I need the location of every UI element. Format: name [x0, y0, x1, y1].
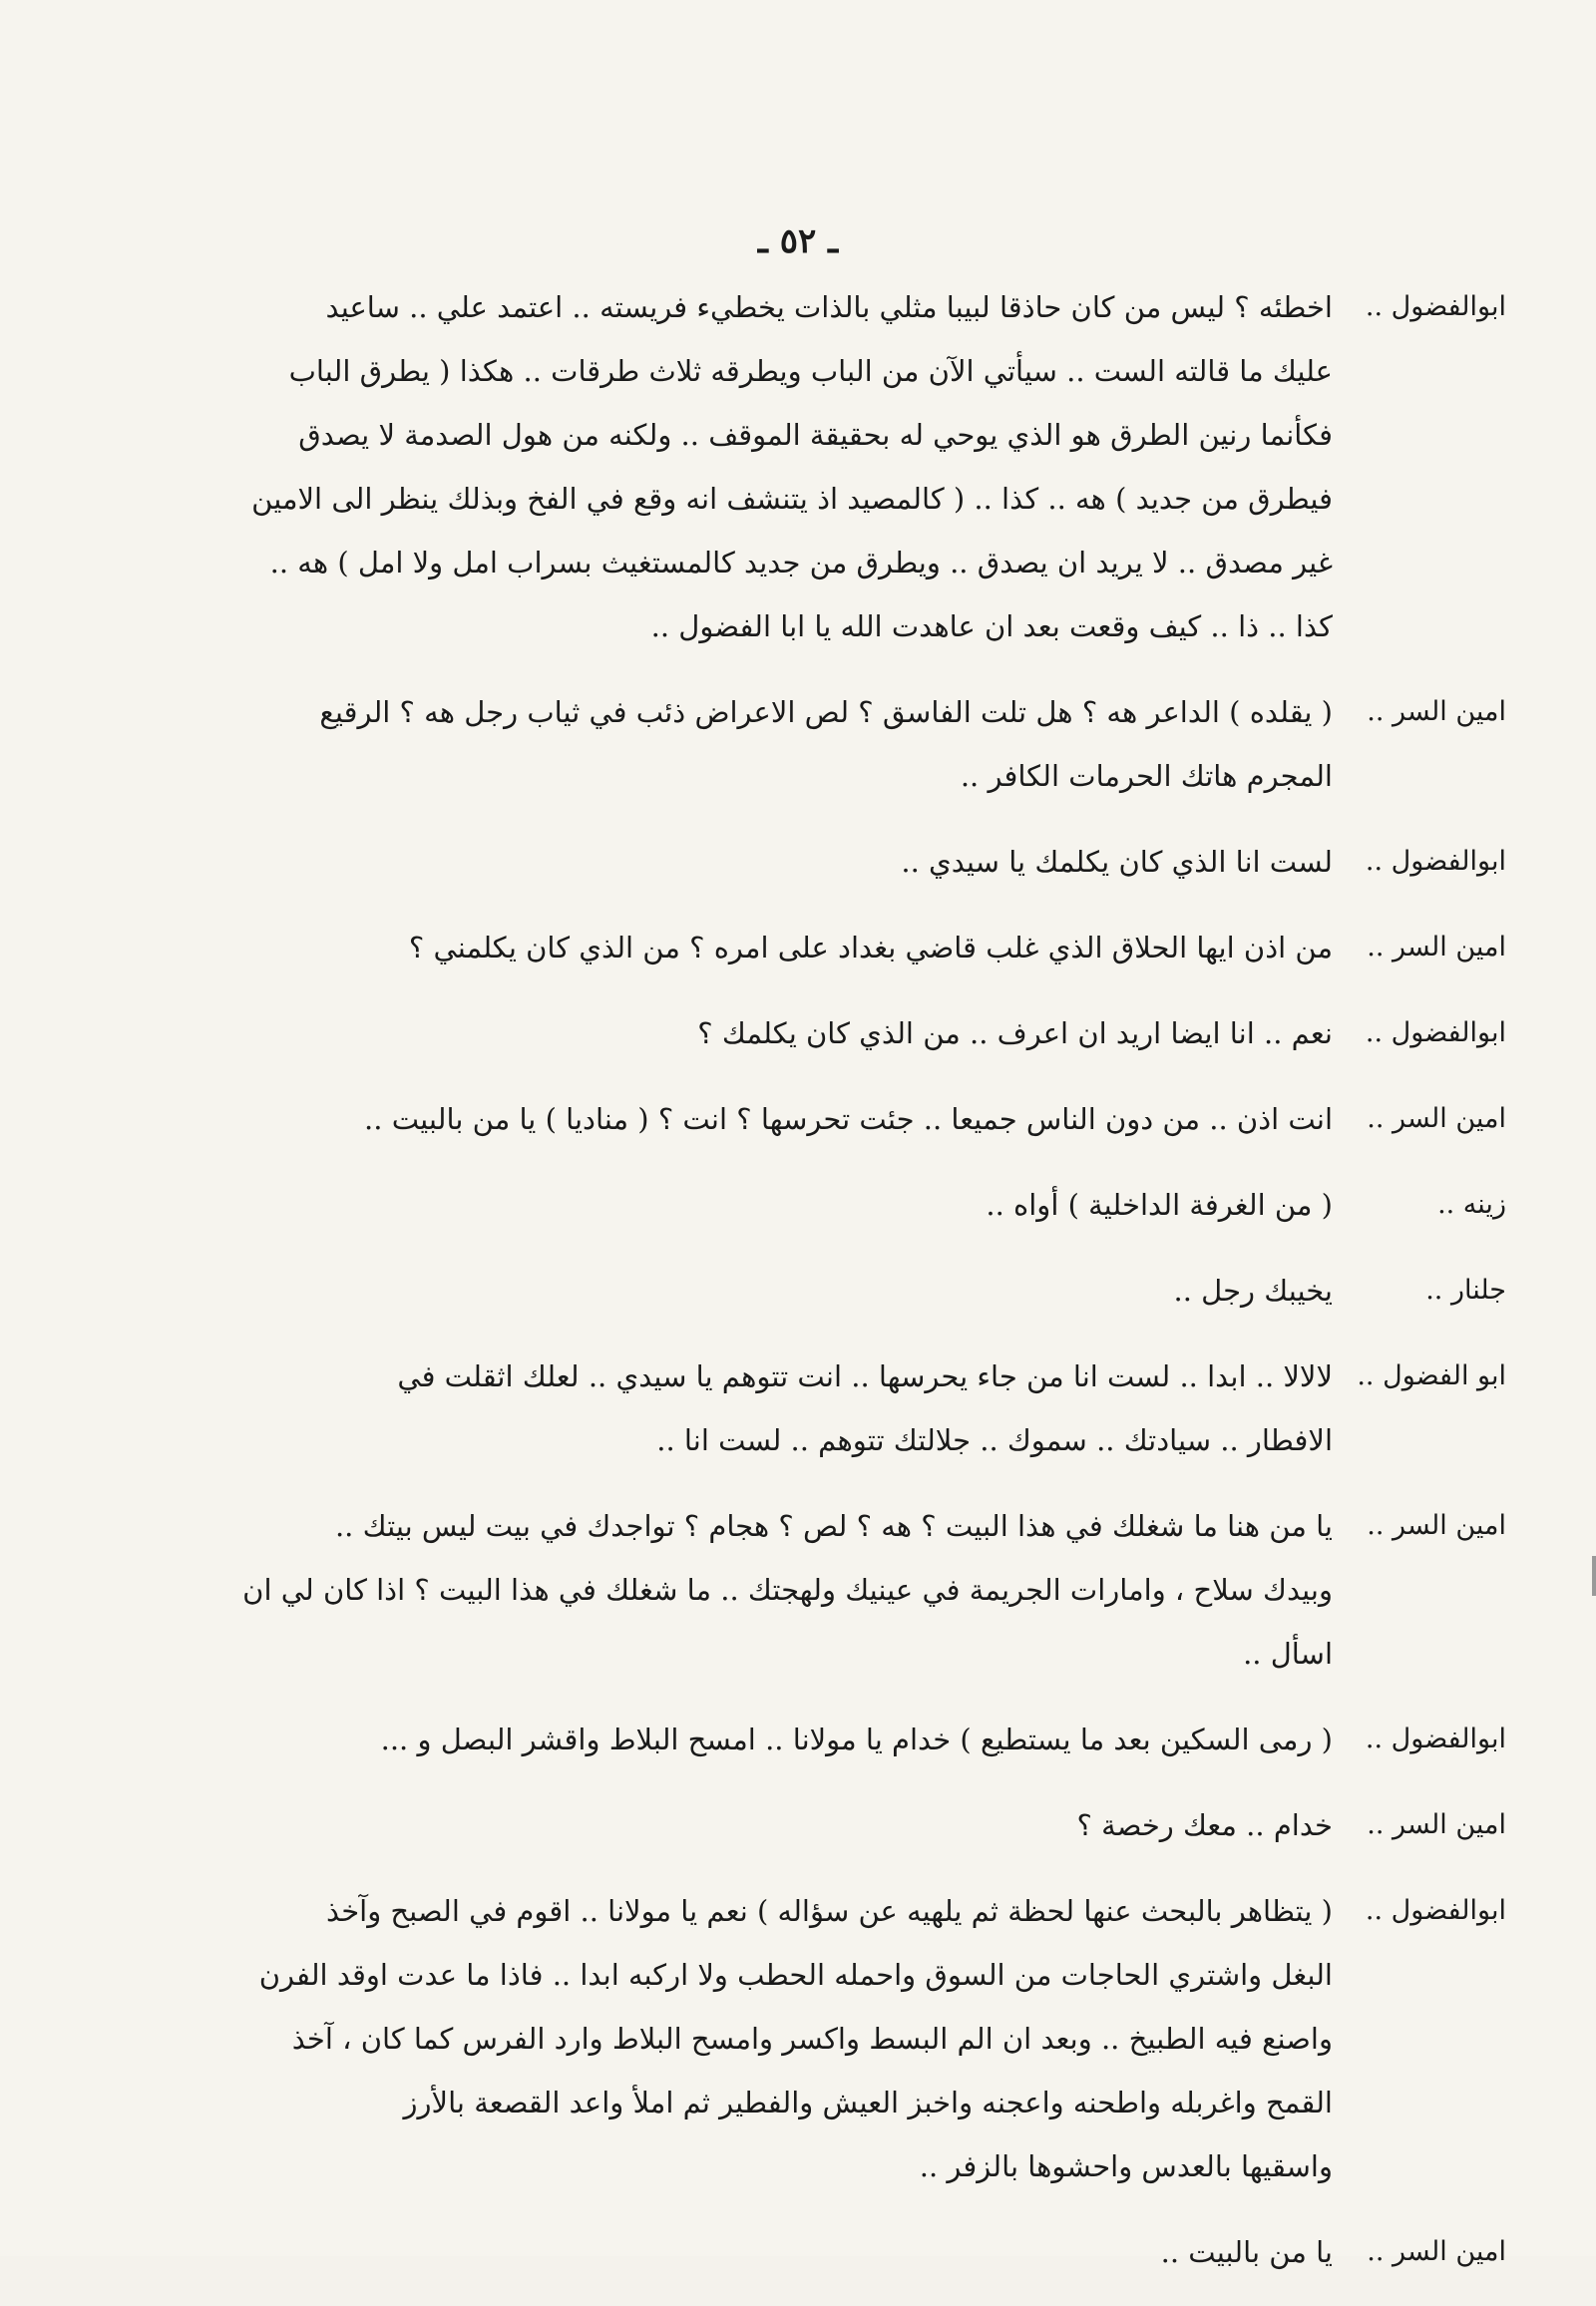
dialogue-line: عليك ما قالته الست .. سيأتي الآن من الباب ويطرقه ثلاث طرقات .. هكذا ( يطرق الباب — [288, 354, 1333, 388]
dialogue-line: الافطار .. سيادتك .. سموك .. جلالتك تتوهم .. لست انا .. — [656, 1423, 1333, 1457]
dialogue-entry — [70, 680, 1506, 808]
dialogue-line: واسقيها بالعدس واحشوها بالزفر .. — [919, 2149, 1333, 2183]
dialogue-line: البغل واشتري الحاجات من السوق واحمله الحطب ولا اركبه ابدا .. فاذا ما عدت اوقد الفرن — [258, 1958, 1333, 1992]
dialogue-line: وبيدك سلاح ، وامارات الجريمة في عينيك ولهجتك .. ما شغلك في هذا البيت ؟ اذا كان لي ان — [242, 1573, 1333, 1607]
dialogue-line: واصنع فيه الطبيخ .. وبعد ان الم البسط واكسر وامسح البلاط وارد الفرس كما كان ، آخذ — [291, 2022, 1333, 2056]
dialogue-entry — [70, 1494, 1506, 1686]
dialogue-line: ( رمى السكين بعد ما يستطيع ) خدام يا مولانا .. امسح البلاط واقشر البصل و ... — [380, 1723, 1333, 1756]
dialogue-line: انت اذن .. من دون الناس جميعا .. جئت تحرسها ؟ انت ؟ ( مناديا ) يا من بالبيت .. — [364, 1102, 1333, 1136]
dialogue-line: القمح واغربله واطحنه واعجنه واخبز العيش والفطير ثم املأ واعد القصعة بالأرز — [403, 2086, 1333, 2119]
dialogue-line: لالالا .. ابدا .. لست انا من جاء يحرسها .. انت تتوهم يا سيدي .. لعلك اثقلت في — [397, 1359, 1333, 1393]
speaker-name: ابوالفضول .. — [1365, 1895, 1506, 1926]
speaker-name: ابو الفضول .. — [1357, 1360, 1506, 1391]
page-edge-mark — [1592, 1556, 1596, 1596]
speaker-name: ابوالفضول .. — [1365, 1017, 1506, 1048]
dialogue-line: ( يقلده ) الداعر هه ؟ هل تلت الفاسق ؟ لص الاعراض ذئب في ثياب رجل هه ؟ الرقيع — [319, 695, 1333, 729]
speaker-name: ابوالفضول .. — [1365, 1724, 1506, 1754]
dialogue-entry — [70, 2220, 1506, 2284]
dialogue-text — [70, 1259, 1357, 1323]
dialogue-text — [70, 1087, 1357, 1151]
dialogue-text — [70, 275, 1357, 658]
dialogue-line: يخيبك رجل .. — [1173, 1274, 1333, 1308]
dialogue-entry — [70, 1345, 1506, 1472]
speaker-name: امين السر .. — [1367, 932, 1506, 962]
dialogue-text — [70, 1793, 1357, 1857]
dialogue-entry — [70, 1793, 1506, 1857]
dialogue-entry — [70, 275, 1506, 658]
dialogue-line: اسأل .. — [1243, 1637, 1333, 1671]
dialogue-entry — [70, 1173, 1506, 1237]
dialogue-entry — [70, 1001, 1506, 1065]
dialogue-line: كذا .. ذا .. كيف وقعت بعد ان عاهدت الله يا ابا الفضول .. — [650, 609, 1333, 643]
dialogue-line: اخطئه ؟ ليس من كان حاذقا لبيبا مثلي بالذات يخطيء فريسته .. اعتمد علي .. ساعيد — [325, 290, 1333, 324]
speaker-name: زينه .. — [1437, 1189, 1506, 1220]
dialogue-entry — [70, 1259, 1506, 1323]
dialogue-text — [70, 830, 1357, 894]
dialogue-entry — [70, 916, 1506, 979]
dialogue-line: ( من الغرفة الداخلية ) أواه .. — [986, 1188, 1333, 1222]
dialogue-line: فيطرق من جديد ) هه .. كذا .. ( كالمصيد اذ يتنشف انه وقع في الفخ وبذلك ينظر الى الامين — [251, 482, 1333, 516]
dialogue-line: يا من هنا ما شغلك في هذا البيت ؟ هه ؟ لص ؟ هجام ؟ تواجدك في بيت ليس بيتك .. — [334, 1509, 1333, 1543]
dialogue-text — [70, 680, 1357, 808]
speaker-name: امين السر .. — [1367, 1809, 1506, 1840]
dialogue-line: من اذن ايها الحلاق الذي غلب قاضي بغداد على امره ؟ من الذي كان يكلمني ؟ — [408, 931, 1333, 964]
dialogue-text — [70, 2220, 1357, 2284]
dialogue-line: نعم .. انا ايضا اريد ان اعرف .. من الذي كان يكلمك ؟ — [697, 1016, 1333, 1050]
dialogue-text — [70, 1879, 1357, 2198]
dialogue-entry — [70, 1879, 1506, 2198]
speaker-name: ابوالفضول .. — [1365, 291, 1506, 322]
dialogue-entry — [70, 830, 1506, 894]
dialogue-line: غير مصدق .. لا يريد ان يصدق .. ويطرق من جديد كالمستغيث بسراب امل ولا امل ) هه .. — [269, 546, 1333, 579]
speaker-name: امين السر .. — [1367, 1103, 1506, 1134]
dialogue-line: فكأنما رنين الطرق هو الذي يوحي له بحقيقة الموقف .. ولكنه من هول الصدمة لا يصدق — [298, 418, 1333, 452]
dialogue-line: ( يتظاهر بالبحث عنها لحظة ثم يلهيه عن سؤاله ) نعم يا مولانا .. اقوم في الصبح وآخذ — [325, 1894, 1333, 1928]
script-dialogue — [70, 275, 1506, 2306]
dialogue-text — [70, 1173, 1357, 1237]
page-number: ـ ٥٢ ـ — [757, 221, 839, 261]
dialogue-text — [70, 916, 1357, 979]
dialogue-line: لست انا الذي كان يكلمك يا سيدي .. — [901, 845, 1333, 879]
dialogue-text — [70, 1345, 1357, 1472]
dialogue-entry — [70, 1708, 1506, 1771]
speaker-name: امين السر .. — [1367, 1510, 1506, 1541]
dialogue-line: خدام .. معك رخصة ؟ — [1076, 1808, 1333, 1842]
dialogue-text — [70, 1001, 1357, 1065]
speaker-name: امين السر .. — [1367, 2236, 1506, 2267]
dialogue-text — [70, 1494, 1357, 1686]
speaker-name: جلنار .. — [1425, 1275, 1506, 1306]
speaker-name: امين السر .. — [1367, 696, 1506, 727]
dialogue-text — [70, 1708, 1357, 1771]
speaker-name: ابوالفضول .. — [1365, 846, 1506, 877]
dialogue-line: المجرم هاتك الحرمات الكافر .. — [960, 759, 1333, 793]
dialogue-entry — [70, 1087, 1506, 1151]
dialogue-line: يا من بالبيت .. — [1160, 2235, 1333, 2269]
